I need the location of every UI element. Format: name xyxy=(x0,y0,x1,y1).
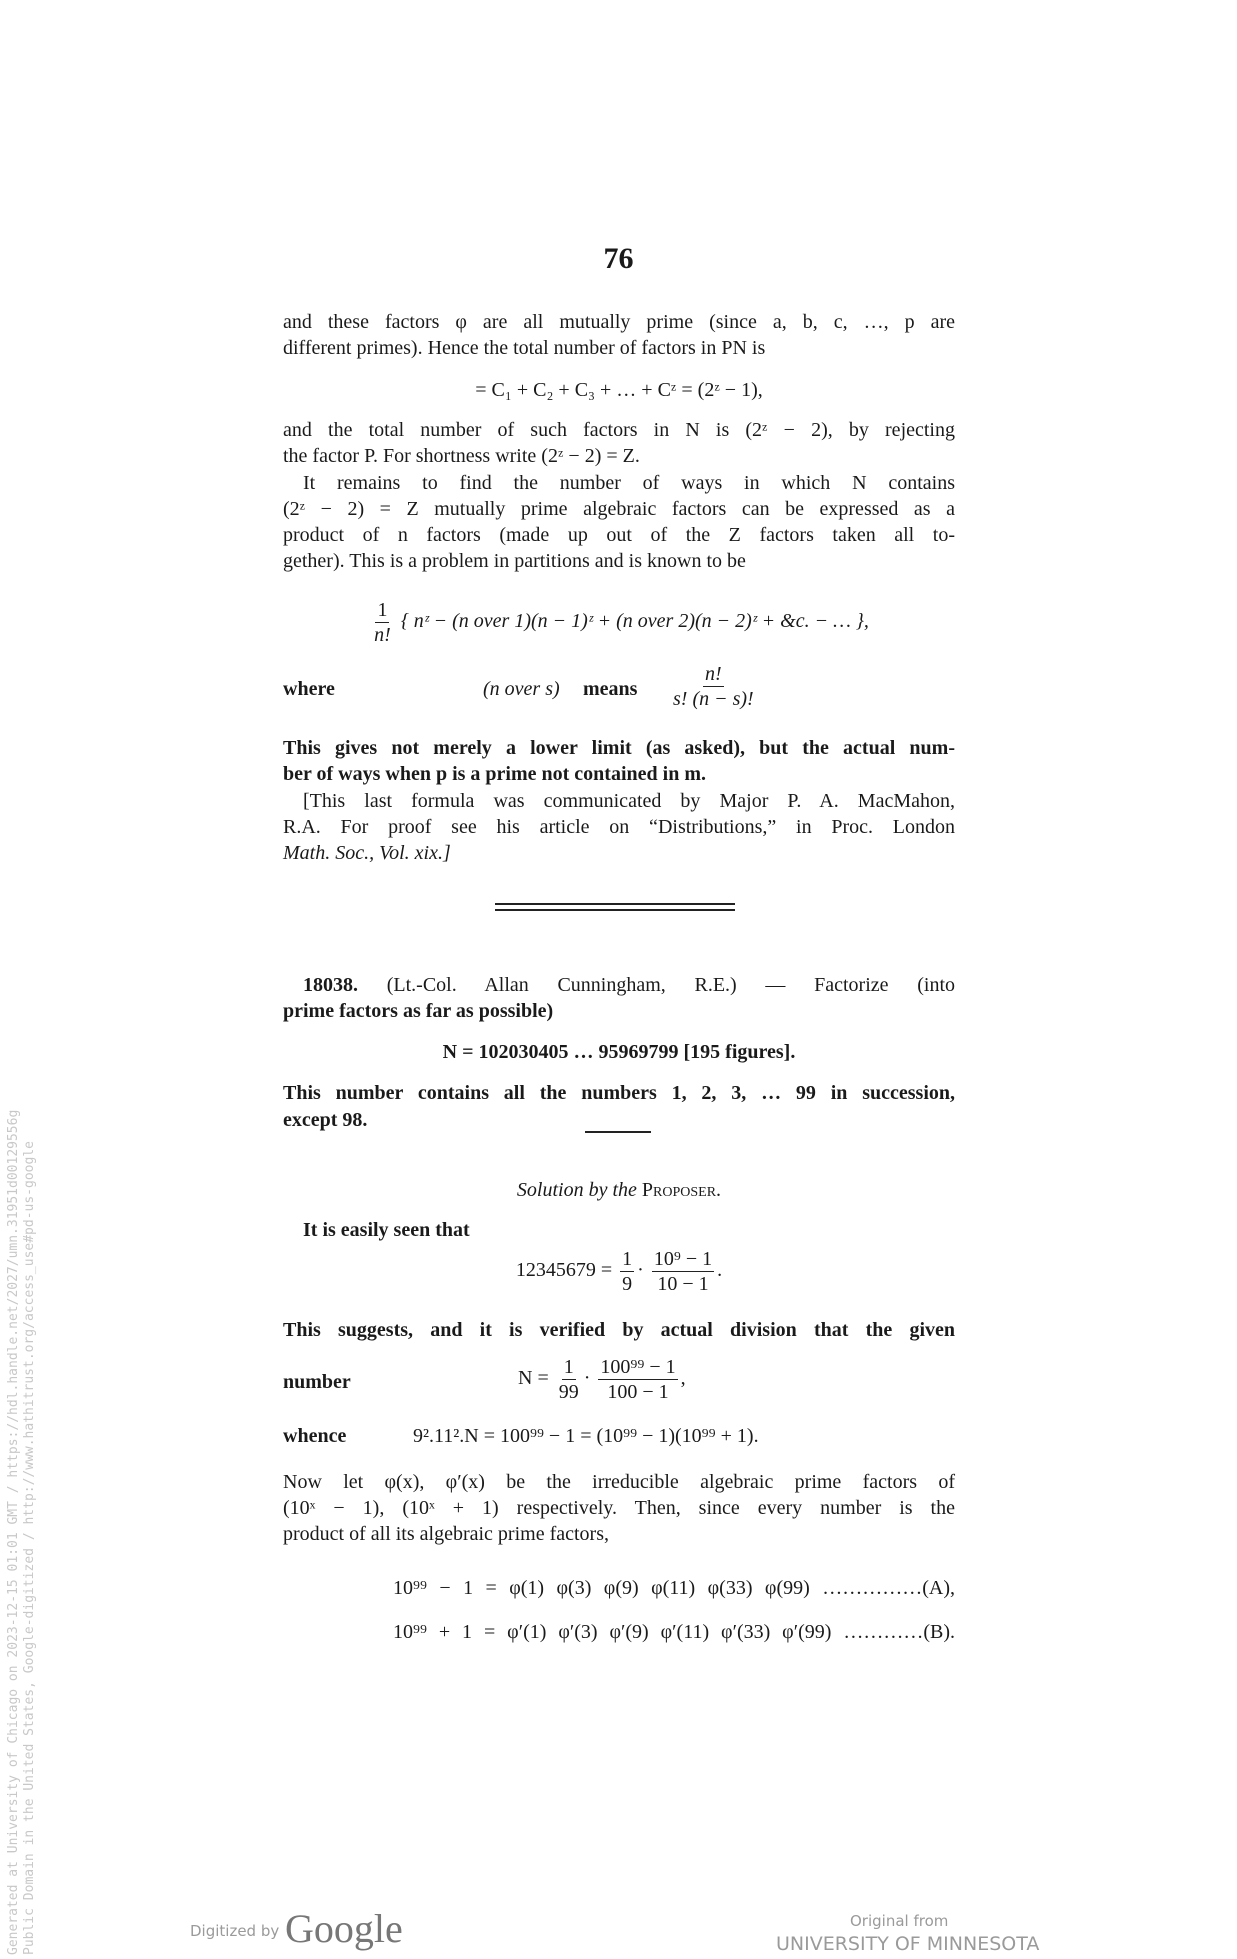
text-line: product of all its algebraic prime factors, xyxy=(283,1523,609,1545)
solution-author: Proposer. xyxy=(641,1179,722,1201)
equation-line xyxy=(283,1423,955,1449)
text-line: This suggests, and it is verified by actual division that the given xyxy=(283,1319,955,1341)
equation: = C₁ + C₂ + C₃ + … + Cᶻ = (2ᶻ − 1), xyxy=(475,379,763,401)
where-label: where xyxy=(283,678,335,700)
original-from-label: Original from xyxy=(850,1912,949,1930)
formula-body: { nᶻ − (n over 1)(n − 1)ᶻ + (n over 2)(n − 2)ᶻ + &c. − … }, xyxy=(400,610,869,633)
whence-label: whence xyxy=(283,1425,347,1447)
text-line: and these factors φ are all mutually prime (since a, b, c, …, p are xyxy=(283,311,955,333)
equation-left: 12345679 = xyxy=(515,1259,613,1282)
equation: 12345679 = $\frac{1}{9}$ · $\frac{\text{10⁹ − 1}}{10 - 1}$ . xyxy=(515,1248,723,1295)
university-label: UNIVERSITY OF MINNESOTA xyxy=(776,1933,1040,1955)
equation: 9².11².N = 100⁹⁹ − 1 = (10⁹⁹ − 1)(10⁹⁹ + 1). xyxy=(413,1425,759,1447)
divider xyxy=(495,909,735,911)
text-line: R.A. For proof see his article on “Distributions,” in Proc. London xyxy=(283,816,955,838)
text-line: Now let φ(x), φ′(x) be the irreducible algebraic prime factors of xyxy=(283,1471,955,1493)
text-line: ber of ways when p is a prime not contained in m. xyxy=(283,763,706,785)
short-rule xyxy=(585,1131,651,1133)
fraction-numerator: 1 xyxy=(377,599,388,621)
where-definition xyxy=(283,662,955,718)
text-line: It is easily seen that xyxy=(303,1219,470,1241)
fraction-numerator: 1 xyxy=(622,1248,633,1270)
text-line: It remains to find the number of ways in which N contains xyxy=(303,472,955,494)
text-line: This gives not merely a lower limit (as asked), but the actual num- xyxy=(283,737,955,759)
text-line: different primes). Hence the total number of factors in PN is xyxy=(283,337,766,359)
solution-heading xyxy=(283,1177,955,1203)
fraction-denominator: n! xyxy=(374,624,391,646)
fraction-denominator: 9 xyxy=(622,1273,633,1295)
text-line: product of n factors (made up out of the Z factors taken all to- xyxy=(283,524,955,546)
fraction-numerator: 100⁹⁹ − 1 xyxy=(600,1356,676,1378)
fraction-denominator: 100 − 1 xyxy=(607,1381,669,1403)
text-line: (2ᶻ − 2) = Z mutually prime algebraic factors can be expressed as a xyxy=(283,498,955,520)
text-line: [This last formula was communicated by Major P. A. MacMahon, xyxy=(303,790,955,812)
partition-formula xyxy=(283,598,955,654)
fraction-denominator: 10 − 1 xyxy=(657,1273,709,1295)
question-author: (Lt.-Col. Allan Cunningham, R.E.) — Factorize (into xyxy=(386,974,956,996)
equation-a: 10⁹⁹ − 1 = φ(1) φ(3) φ(9) φ(11) φ(33) φ(99) ……………(A), xyxy=(393,1577,955,1599)
binomial: (n over s) xyxy=(483,678,560,700)
text-line: the factor P. For shortness write (2ᶻ − 2) = Z. xyxy=(283,445,640,467)
hathitrust-provenance-line: Generated at University of Chicago on 2023-12-15 01:01 GMT / https://hdl.handle.net/2027/umn.31951d00129556g xyxy=(6,1109,21,1955)
equation-left: N = xyxy=(518,1367,549,1390)
question-heading xyxy=(283,972,955,998)
page-number: 76 xyxy=(603,242,634,275)
equation-b: 10⁹⁹ + 1 = φ′(1) φ′(3) φ′(9) φ′(11) φ′(33) φ′(99) …………(B). xyxy=(393,1621,955,1643)
digitized-by-label: Digitized by xyxy=(190,1922,280,1940)
divider xyxy=(495,903,735,905)
text-line: (10ˣ − 1), (10ˣ + 1) respectively. Then, since every number is the xyxy=(283,1497,955,1519)
hathitrust-rights-line: Public Domain in the United States, Google-digitized / http://www.hathitrust.org/access_use#pd-us-google xyxy=(22,1141,37,1955)
fraction-denominator: 99 xyxy=(558,1381,579,1403)
fraction-numerator: n! xyxy=(705,663,722,685)
number-label: number xyxy=(283,1371,351,1393)
solution-label: Solution by the xyxy=(516,1179,637,1201)
binomial-fraction xyxy=(671,662,756,711)
fraction-numerator: 1 xyxy=(563,1356,574,1378)
question-number: 18038. xyxy=(303,974,358,996)
text-line: This number contains all the numbers 1, 2, 3, … 99 in succession, xyxy=(283,1082,955,1104)
text-line: except 98. xyxy=(283,1109,368,1131)
text-line: prime factors as far as possible) xyxy=(283,1000,554,1022)
fraction-numerator: 10⁹ − 1 xyxy=(653,1248,713,1270)
equation: N = 102030405 … 95969799 [195 figures]. xyxy=(442,1041,796,1063)
equation-line: number N = $\frac{1}{99}$ · $\frac{\text{100⁹⁹ − 1}}{100 - 1}$ , xyxy=(283,1356,686,1403)
text-line: gether). This is a problem in partitions and is known to be xyxy=(283,550,746,572)
means-label: means xyxy=(583,678,638,700)
fraction-denominator: s! (n − s)! xyxy=(673,688,754,710)
text-line: Math. Soc., Vol. xix.] xyxy=(283,842,451,864)
text-line: and the total number of such factors in N is (2ᶻ − 2), by rejecting xyxy=(283,419,955,441)
google-logo: Google xyxy=(285,1906,403,1951)
